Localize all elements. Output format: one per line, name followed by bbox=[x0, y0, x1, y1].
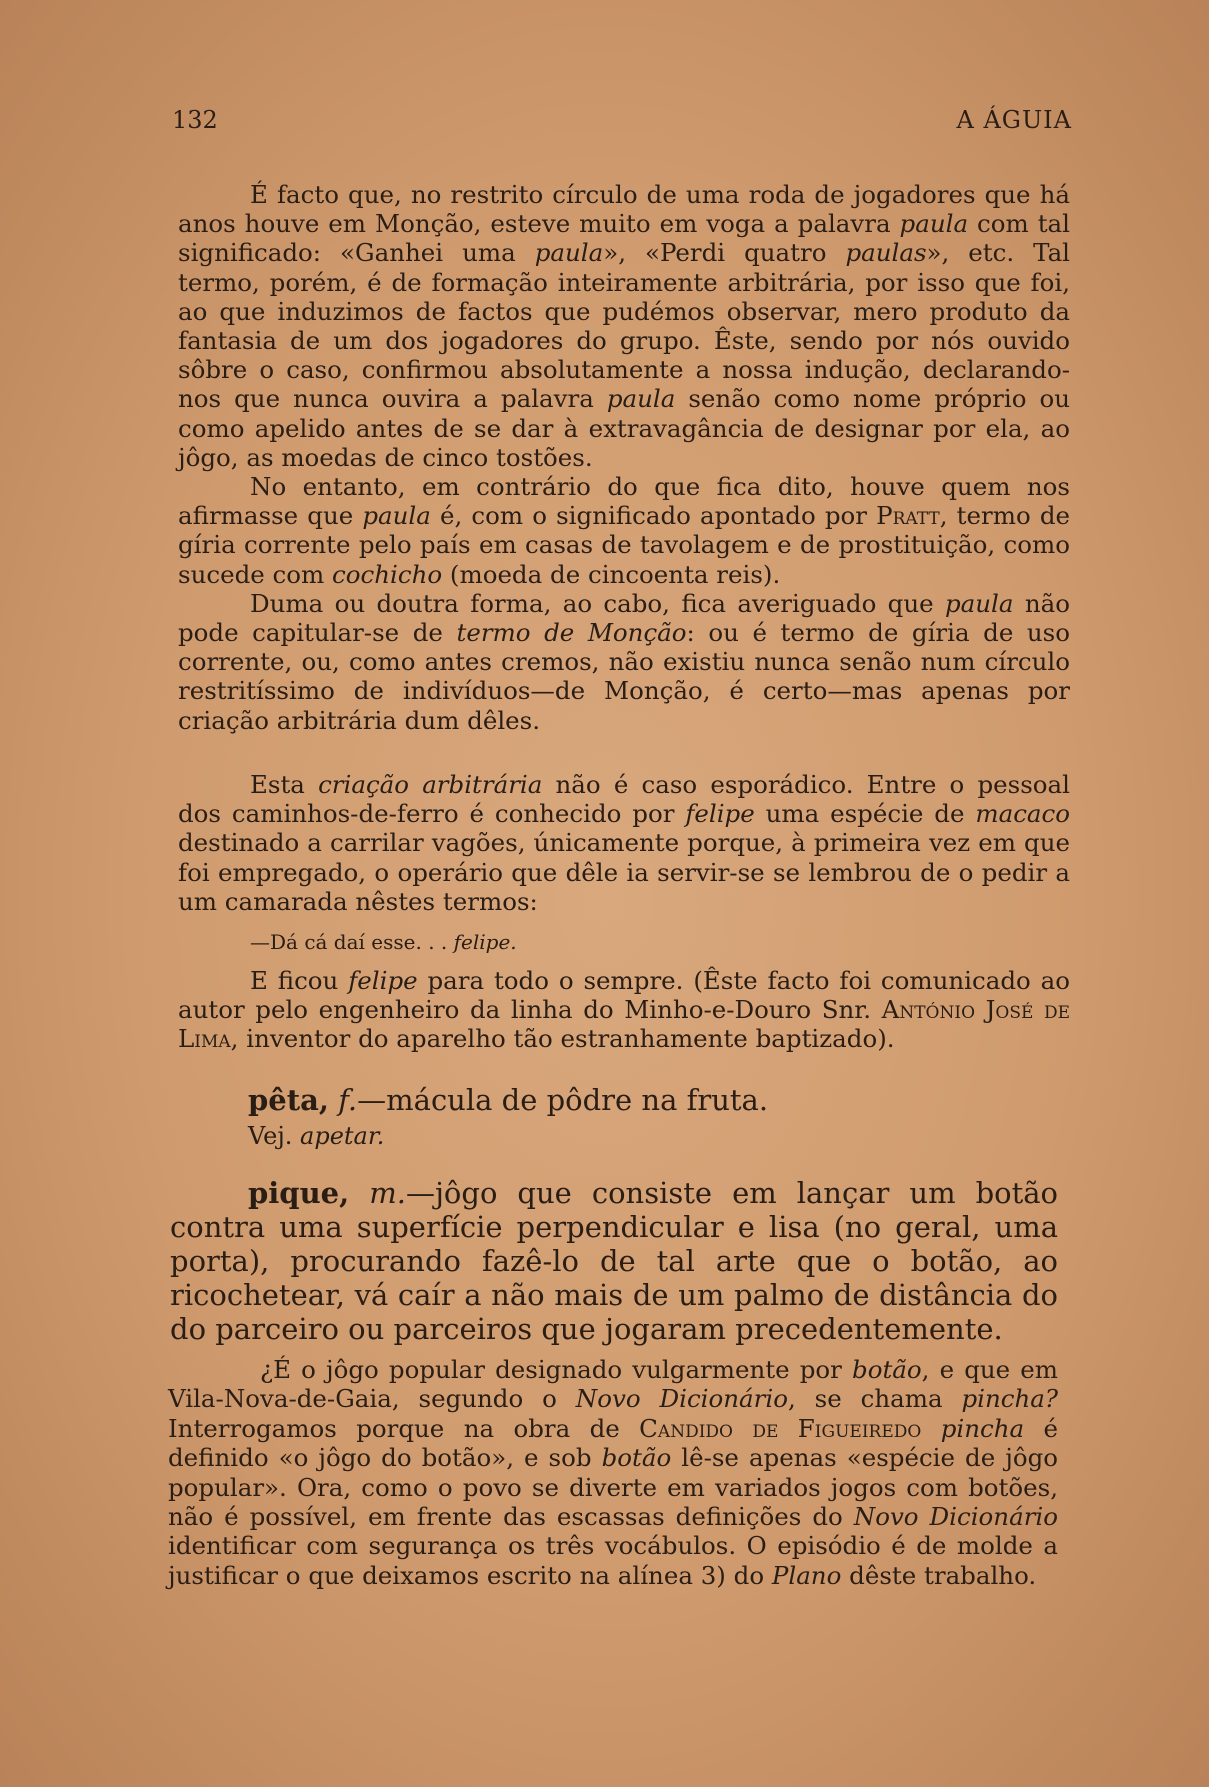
text-block-2 bbox=[178, 770, 1070, 916]
cross-reference: Vej. apetar. bbox=[248, 1122, 385, 1150]
text-block-4 bbox=[168, 1355, 1058, 1590]
running-title: A ÁGUIA bbox=[956, 106, 1072, 134]
paragraph-5: E ficou felipe para todo o sempre. (Êste facto foi comunicado ao autor pelo engenheiro da linha do Minho-e-Douro Snr. António José de Lima, inventor do aparelho tão estranhamente baptizado). bbox=[178, 966, 1070, 1054]
text-block-3 bbox=[178, 966, 1070, 1054]
paragraph-4: Esta criação arbitrária não é caso esporádico. Entre o pessoal dos caminhos-de-ferro é conhecido por felipe uma espécie de macaco destinado a carrilar vagões, únicamente porque, à primeira vez em que foi empregado, o operário que dêle ia servir-se se lembrou de o pedir a um camarada nêstes termos: bbox=[178, 770, 1070, 916]
paragraph-1: É facto que, no restrito círculo de uma roda de jogadores que há anos houve em Monção, esteve muito em voga a palavra paula com tal significado: «Ganhei uma paula», «Perdi quatro paulas», etc. Tal termo, porém, é de formação inteiramente arbitrária, por isso que foi, ao que induzimos de factos que pudémos observar, mero produto da fantasia de um dos jogadores do grupo. Êste, sendo por nós ouvido sôbre o caso, confirmou absolutamente a nossa indução, declarando-nos que nunca ouvira a palavra paula senão como nome próprio ou como apelido antes de se dar à extravagância de designar por ela, ao jôgo, as moedas de cinco tostões. bbox=[178, 180, 1071, 472]
quoted-speech: —Dá cá daí esse. . . felipe. bbox=[250, 930, 517, 954]
paragraph-3: Duma ou doutra forma, ao cabo, fica averiguado que paula não pode capitular-se de termo de Monção: ou é termo de gíria de uso corrente, ou, como antes cremos, não existiu nunca senão num círculo restritíssimo de indivíduos—de Monção, é certo—mas apenas por criação arbitrária dum dêles. bbox=[178, 588, 1070, 735]
dictionary-entry-peta: pêta, f.—mácula de pôdre na fruta. bbox=[248, 1083, 769, 1117]
page-header bbox=[172, 106, 1072, 146]
paragraph-6: ¿É o jôgo popular designado vulgarmente por botão, e que em Vila-Nova-de-Gaia, segundo o Novo Dicionário, se chama pincha? Interrogamos porque na obra de Candido de Figueiredo pincha é definido «o jôgo do botão», e sob botão lê-se apenas «espécie de jôgo popular». Ora, como o povo se diverte em variados jogos com botões, não é possível, em frente das escassas definições do Novo Dicionário identificar com segurança os três vocábulos. O episódio é de molde a justificar o que deixamos escrito na alínea 3) do Plano dêste trabalho. bbox=[168, 1355, 1059, 1590]
paragraph-2: No entanto, em contrário do que fica dito, houve quem nos afirmasse que paula é, com o significado apontado por Pratt, termo de gíria corrente pelo país em casas de tavolagem e de prostituição, como sucede com cochicho (moeda de cincoenta reis). bbox=[178, 472, 1070, 589]
text-block-1 bbox=[178, 180, 1070, 735]
page-number: 132 bbox=[172, 106, 218, 134]
dictionary-entry-pique: pique, m.—jôgo que consiste em lançar um botão contra uma superfície perpendicular e lisa (no geral, uma porta), procurando fazê-lo de tal arte que o botão, ao ricochetear, vá caír a não mais de um palmo de distância do do parceiro ou parceiros que jogaram precedentemente. bbox=[170, 1176, 1058, 1346]
